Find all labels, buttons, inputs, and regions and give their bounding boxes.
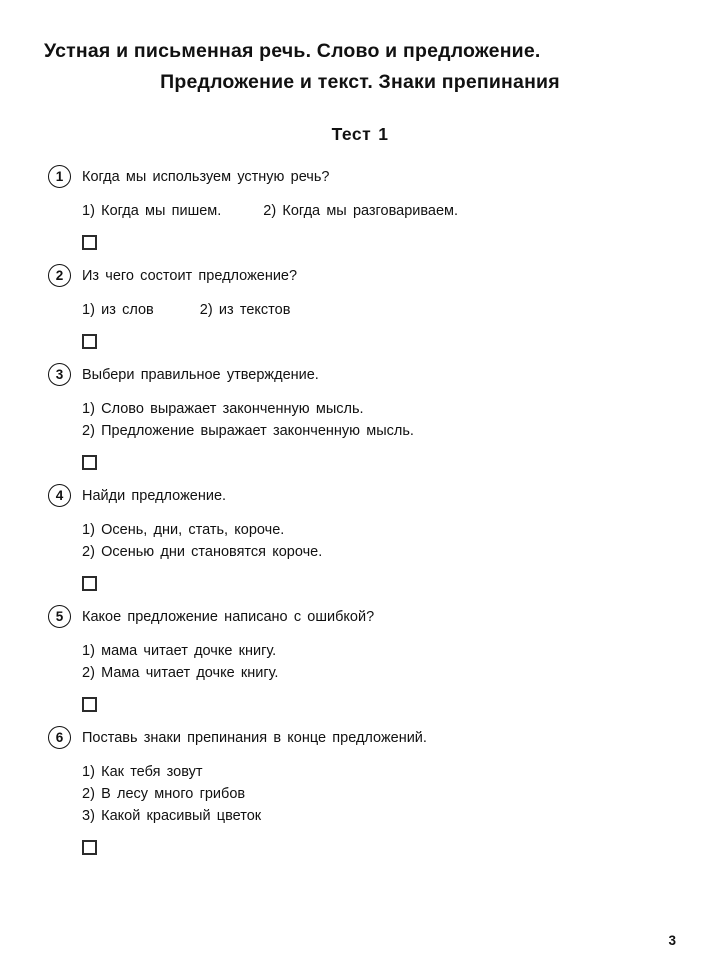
question-text: Поставь знаки препинания в конце предложений. (82, 730, 427, 746)
option-item[interactable]: 2) из текстов (199, 302, 291, 318)
answer-checkbox[interactable] (82, 840, 97, 855)
question-text: Выбери правильное утверждение. (82, 367, 319, 383)
question-header (48, 363, 680, 389)
question-number-badge: 6 (48, 726, 71, 749)
question-item (48, 264, 680, 349)
option-list (48, 519, 680, 563)
question-number-badge: 4 (48, 484, 71, 507)
answer-checkbox[interactable] (82, 334, 97, 349)
question-number-badge: 5 (48, 605, 71, 628)
question-item (48, 484, 680, 591)
question-header (48, 484, 680, 510)
answer-checkbox[interactable] (82, 697, 97, 712)
title-line-2: Предложение и текст. Знаки препинания (160, 71, 560, 93)
option-list (48, 398, 680, 442)
option-item[interactable]: 2) В лесу много грибов (82, 786, 246, 802)
page-number: 3 (668, 933, 676, 948)
option-item[interactable]: 1) из слов (82, 302, 154, 318)
test-heading-label: Тест (331, 124, 372, 144)
question-header (48, 726, 680, 752)
option-list (48, 640, 680, 684)
question-header (48, 264, 680, 290)
option-item[interactable]: 1) Слово выражает законченную мысль. (82, 401, 364, 417)
question-number-badge: 2 (48, 264, 71, 287)
option-item[interactable]: 1) Когда мы пишем. (82, 203, 222, 219)
question-text: Когда мы используем устную речь? (82, 169, 330, 185)
answer-checkbox[interactable] (82, 576, 97, 591)
question-header (48, 165, 680, 191)
option-item[interactable]: 1) мама читает дочке книгу. (82, 643, 277, 659)
question-item (48, 726, 680, 855)
question-text: Найди предложение. (82, 488, 227, 504)
question-item (48, 363, 680, 470)
option-list (48, 200, 680, 222)
question-text: Какое предложение написано с ошибкой? (82, 609, 375, 625)
option-item[interactable]: 2) Предложение выражает законченную мысль. (82, 423, 414, 439)
question-list (0, 165, 720, 855)
option-item[interactable]: 3) Какой красивый цветок (82, 808, 262, 824)
option-item[interactable]: 1) Осень, дни, стать, короче. (82, 522, 285, 538)
option-list (48, 299, 680, 321)
question-item (48, 605, 680, 712)
option-item[interactable]: 2) Когда мы разговариваем. (263, 203, 459, 219)
option-list (48, 761, 680, 827)
question-header (48, 605, 680, 631)
page-title (0, 0, 720, 98)
test-heading-number: 1 (378, 124, 389, 144)
question-text: Из чего состоит предложение? (82, 268, 298, 284)
option-item[interactable]: 2) Осенью дни становятся короче. (82, 544, 323, 560)
option-item[interactable]: 1) Как тебя зовут (82, 764, 203, 780)
option-item[interactable]: 2) Мама читает дочке книгу. (82, 665, 279, 681)
question-item (48, 165, 680, 250)
test-heading (0, 124, 720, 145)
title-line-1: Устная и письменная речь. Слово и предложение. (44, 40, 541, 62)
answer-checkbox[interactable] (82, 235, 97, 250)
question-number-badge: 1 (48, 165, 71, 188)
question-number-badge: 3 (48, 363, 71, 386)
answer-checkbox[interactable] (82, 455, 97, 470)
